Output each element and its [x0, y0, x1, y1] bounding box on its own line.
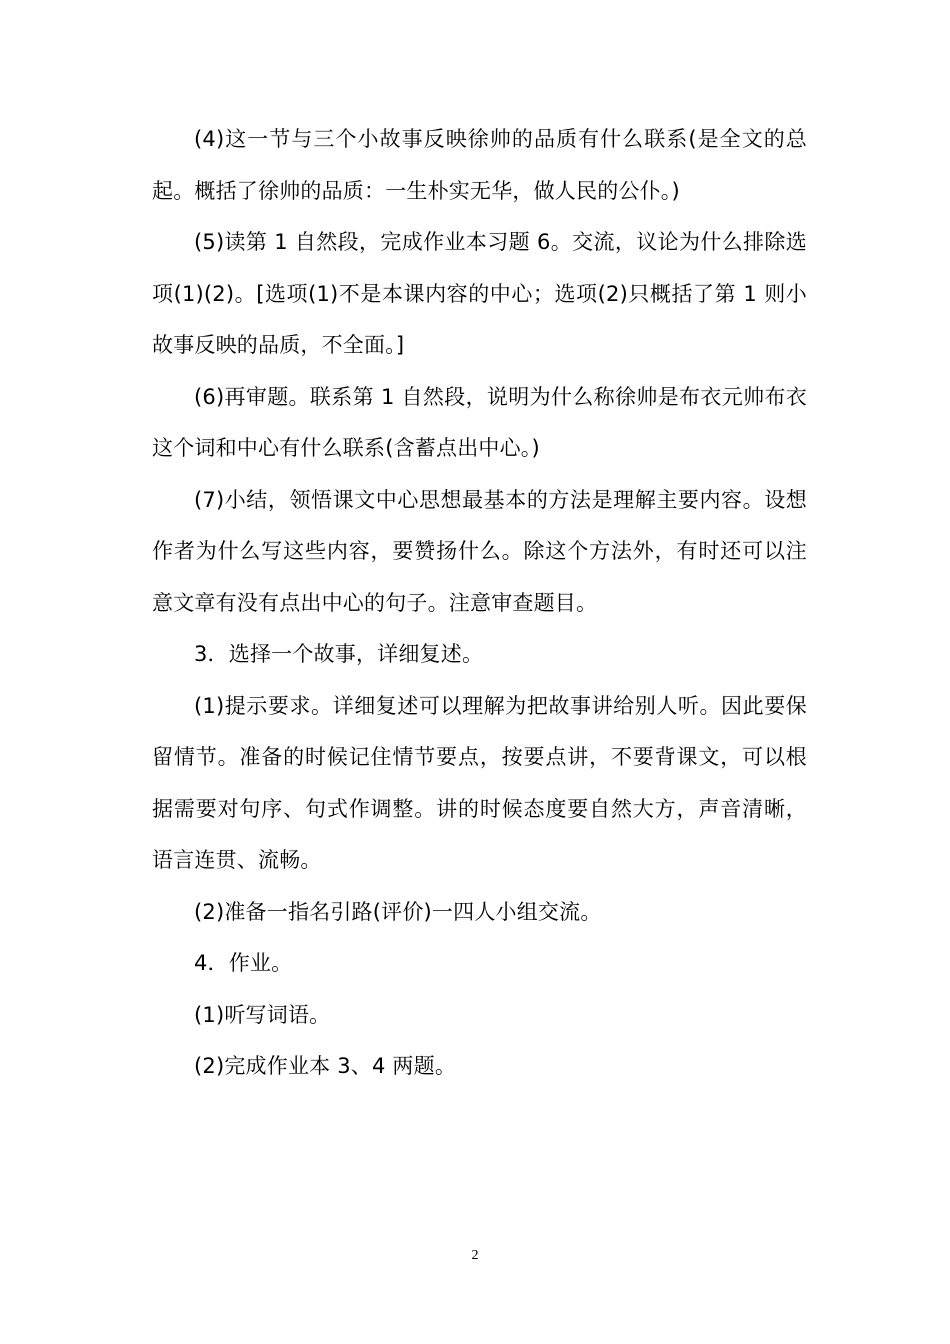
section-heading-homework: 4．作业。 — [194, 951, 293, 975]
paragraph-summary-link: (4)这一节与三个小故事反映徐帅的品质有什么联系(是全文的总起。概括了徐帅的品质：一生朴实无华，做人民的公仆。) — [152, 127, 807, 203]
section-heading-retell: 3．选择一个故事，详细复述。 — [194, 642, 484, 666]
paragraph-title-review: (6)再审题。联系第 1 自然段，说明为什么称徐帅是布衣元帅布衣这个词和中心有什么联系(含蓄点出中心。) — [152, 384, 807, 460]
paragraph-exercise-six: (5)读第 1 自然段，完成作业本习题 6。交流，议论为什么排除选项(1)(2)。[选项(1)不是本课内容的中心；选项(2)只概括了第 1 则小故事反映的品质，不全面。] — [152, 230, 807, 357]
homework-item-workbook: (2)完成作业本 3、4 两题。 — [194, 1054, 457, 1078]
document-body — [152, 114, 807, 1093]
paragraph-group-exchange: (2)准备一指名引路(评价)一四人小组交流。 — [194, 899, 602, 924]
page-number: 2 — [471, 1248, 479, 1263]
homework-item-dictation: (1)听写词语。 — [194, 1002, 331, 1027]
paragraph-retell-requirements: (1)提示要求。详细复述可以理解为把故事讲给别人听。因此要保留情节。准备的时候记住情节要点，按要点讲，不要背课文，可以根据需要对句序、句式作调整。讲的时候态度要自然大方，声音清晰，语言连贯、流畅。 — [152, 693, 807, 872]
paragraph-conclusion: (7)小结，领悟课文中心思想最基本的方法是理解主要内容。设想作者为什么写这些内容，要赞扬什么。除这个方法外，有时还可以注意文章有没有点出中心的句子。注意审查题目。 — [152, 487, 807, 615]
